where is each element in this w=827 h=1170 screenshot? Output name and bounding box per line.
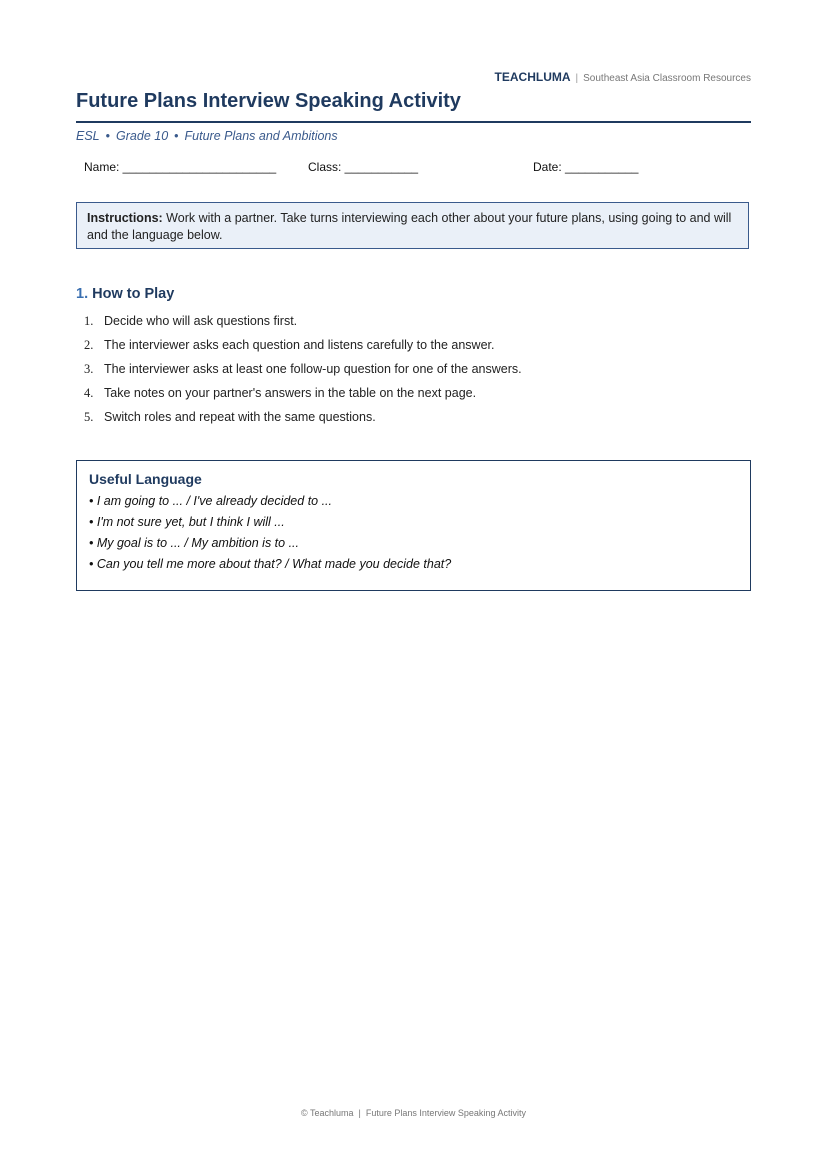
subject-label: ESL	[76, 129, 100, 143]
subtitle-dot: •	[105, 129, 111, 143]
footer-doc-title: Future Plans Interview Speaking Activity	[365, 1108, 526, 1118]
footer-separator: |	[358, 1108, 361, 1118]
instructions-box	[76, 202, 749, 249]
date-field[interactable]: Date: ___________	[533, 160, 639, 174]
step-text: Decide who will ask questions first.	[104, 314, 298, 328]
useful-language-item: • I'm not sure yet, but I think I will ...	[89, 515, 285, 529]
useful-language-item: • I am going to ... / I've already decided to ...	[89, 494, 333, 508]
footer-copyright: © Teachluma	[301, 1108, 354, 1118]
brand-name: TEACHLUMA	[494, 70, 571, 84]
list-item	[76, 361, 736, 385]
section-heading-how-to-play	[76, 286, 174, 302]
page-title: Future Plans Interview Speaking Activity	[76, 90, 461, 112]
useful-language-item: • Can you tell me more about that? / What made you decide that?	[89, 557, 452, 571]
step-text: The interviewer asks at least one follow-up question for one of the answers.	[104, 362, 522, 376]
subtitle-dot: •	[174, 129, 179, 143]
brand-separator: |	[575, 73, 579, 84]
topic-label: Future Plans and Ambitions	[184, 129, 338, 143]
title-divider	[76, 121, 751, 123]
page-footer	[0, 1108, 827, 1118]
useful-language-box	[76, 460, 751, 591]
name-field[interactable]: Name: _______________________	[84, 160, 277, 174]
instructions-label: Instructions:	[87, 211, 163, 225]
section-number: 1.	[76, 286, 89, 302]
step-number: 1.	[84, 314, 94, 328]
instructions-text: Work with a partner. Take turns interviewing each other about your future plans, using going to and will and the language below.	[87, 211, 732, 242]
class-field[interactable]: Class: ___________	[308, 160, 419, 174]
brand-tagline: Southeast Asia Classroom Resources	[583, 73, 751, 84]
steps-list	[76, 313, 736, 433]
useful-language-item: • My goal is to ... / My ambition is to ...	[89, 536, 299, 550]
useful-language-title: Useful Language	[89, 471, 202, 487]
step-number: 5.	[84, 410, 94, 424]
list-item	[76, 409, 736, 433]
brand-header	[495, 70, 751, 84]
list-item	[76, 313, 736, 337]
step-number: 2.	[84, 338, 94, 352]
list-item	[76, 385, 736, 409]
grade-label: Grade 10	[116, 129, 169, 143]
step-text: Take notes on your partner's answers in the table on the next page.	[104, 386, 477, 400]
step-text: Switch roles and repeat with the same questions.	[104, 410, 376, 424]
subtitle	[76, 129, 338, 143]
list-item	[76, 337, 736, 361]
section-title: How to Play	[92, 286, 175, 302]
step-number: 4.	[84, 386, 94, 400]
step-text: The interviewer asks each question and listens carefully to the answer.	[104, 338, 495, 352]
step-number: 3.	[84, 362, 94, 376]
worksheet-page	[76, 0, 751, 1170]
